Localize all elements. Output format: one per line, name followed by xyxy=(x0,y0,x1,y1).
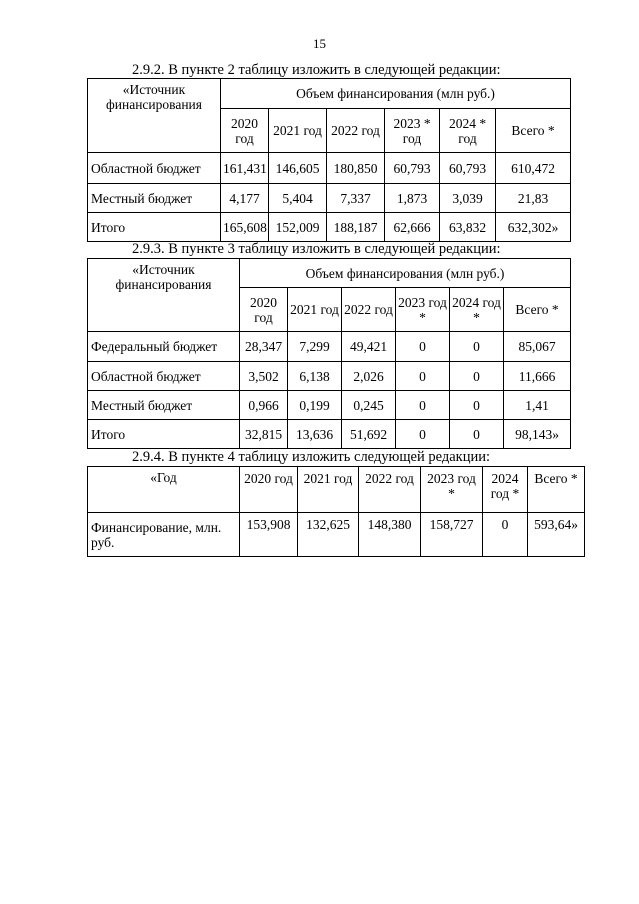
table-cell: 153,908 xyxy=(240,513,298,557)
table-cell: 32,815 xyxy=(240,420,288,449)
page-number: 15 xyxy=(313,36,326,51)
table-cell: 21,83 xyxy=(496,184,571,213)
table-row xyxy=(88,391,571,420)
table-cell: 85,067 xyxy=(504,332,571,362)
column-header: 2023 год * xyxy=(421,467,483,513)
row-label: Итого xyxy=(88,420,240,449)
table-cell: 1,41 xyxy=(504,391,571,420)
column-header: 2024 * год xyxy=(440,109,496,153)
column-header: 2022 год xyxy=(327,109,385,153)
column-header: 2021 год xyxy=(298,467,359,513)
table-cell: 4,177 xyxy=(221,184,269,213)
row-label: Областной бюджет xyxy=(88,362,240,391)
table-row xyxy=(88,420,571,449)
volume-header: Объем финансирования (млн руб.) xyxy=(221,79,571,109)
table-cell: 610,472 xyxy=(496,153,571,184)
table-cell: 28,347 xyxy=(240,332,288,362)
row-label: Местный бюджет xyxy=(88,391,240,420)
column-header: 2022 год xyxy=(342,288,396,332)
table-cell: 180,850 xyxy=(327,153,385,184)
table-cell: 152,009 xyxy=(269,213,327,242)
table-cell: 3,502 xyxy=(240,362,288,391)
column-header: 2020 год xyxy=(240,288,288,332)
table-cell: 11,666 xyxy=(504,362,571,391)
table-row xyxy=(88,213,571,242)
column-header: 2021 год xyxy=(269,109,327,153)
table-cell: 161,431 xyxy=(221,153,269,184)
column-header: 2023 * год xyxy=(385,109,440,153)
table-row xyxy=(88,153,571,184)
table-cell: 98,143» xyxy=(504,420,571,449)
column-header: 2024 год * xyxy=(450,288,504,332)
financing-table-2-9-2 xyxy=(87,78,571,242)
table-cell: 632,302» xyxy=(496,213,571,242)
table-row xyxy=(88,513,585,557)
section-heading-2-9-4: 2.9.4. В пункте 4 таблицу изложить следующей редакции: xyxy=(132,449,491,465)
table-cell: 165,608 xyxy=(221,213,269,242)
table-cell: 158,727 xyxy=(421,513,483,557)
table-cell: 62,666 xyxy=(385,213,440,242)
column-header: 2020 год xyxy=(240,467,298,513)
table-cell: 6,138 xyxy=(288,362,342,391)
row-label: Федеральный бюджет xyxy=(88,332,240,362)
column-header: 2024 год * xyxy=(483,467,528,513)
table-cell: 0 xyxy=(396,362,450,391)
table-cell: 188,187 xyxy=(327,213,385,242)
section-heading-2-9-3: 2.9.3. В пункте 3 таблицу изложить в следующей редакции: xyxy=(132,241,501,257)
column-header: 2022 год xyxy=(359,467,421,513)
table-cell: 0 xyxy=(483,513,528,557)
table-cell: 0 xyxy=(450,420,504,449)
table-cell: 49,421 xyxy=(342,332,396,362)
table-row xyxy=(88,184,571,213)
table-row xyxy=(88,362,571,391)
table-cell: 0,199 xyxy=(288,391,342,420)
table-cell: 0 xyxy=(396,391,450,420)
table-cell: 1,873 xyxy=(385,184,440,213)
table-cell: 593,64» xyxy=(528,513,585,557)
table-cell: 0 xyxy=(450,391,504,420)
table-cell: 60,793 xyxy=(440,153,496,184)
source-header: «Источник финансирования xyxy=(88,259,240,332)
financing-table-2-9-4 xyxy=(87,466,585,557)
section-heading-2-9-2: 2.9.2. В пункте 2 таблицу изложить в следующей редакции: xyxy=(132,62,501,78)
table-cell: 0,245 xyxy=(342,391,396,420)
column-header: 2023 год * xyxy=(396,288,450,332)
column-header: Всего * xyxy=(504,288,571,332)
table-cell: 7,299 xyxy=(288,332,342,362)
table-cell: 63,832 xyxy=(440,213,496,242)
row-label: Итого xyxy=(88,213,221,242)
column-header: 2020 год xyxy=(221,109,269,153)
table-cell: 13,636 xyxy=(288,420,342,449)
table-cell: 0 xyxy=(450,362,504,391)
table-cell: 51,692 xyxy=(342,420,396,449)
year-header: «Год xyxy=(88,467,240,513)
financing-table-2-9-3 xyxy=(87,258,571,449)
table-cell: 2,026 xyxy=(342,362,396,391)
table-cell: 0 xyxy=(396,332,450,362)
table-row xyxy=(88,332,571,362)
source-header: «Источник финансирования xyxy=(88,79,221,153)
row-label: Финансирование, млн. руб. xyxy=(88,513,240,557)
column-header: 2021 год xyxy=(288,288,342,332)
column-header: Всего * xyxy=(496,109,571,153)
table-cell: 60,793 xyxy=(385,153,440,184)
row-label: Областной бюджет xyxy=(88,153,221,184)
table-cell: 7,337 xyxy=(327,184,385,213)
volume-header: Объем финансирования (млн руб.) xyxy=(240,259,571,288)
table-cell: 3,039 xyxy=(440,184,496,213)
table-cell: 5,404 xyxy=(269,184,327,213)
row-label: Местный бюджет xyxy=(88,184,221,213)
table-cell: 132,625 xyxy=(298,513,359,557)
column-header: Всего * xyxy=(528,467,585,513)
table-cell: 0 xyxy=(396,420,450,449)
table-cell: 148,380 xyxy=(359,513,421,557)
table-cell: 0 xyxy=(450,332,504,362)
table-cell: 146,605 xyxy=(269,153,327,184)
table-cell: 0,966 xyxy=(240,391,288,420)
